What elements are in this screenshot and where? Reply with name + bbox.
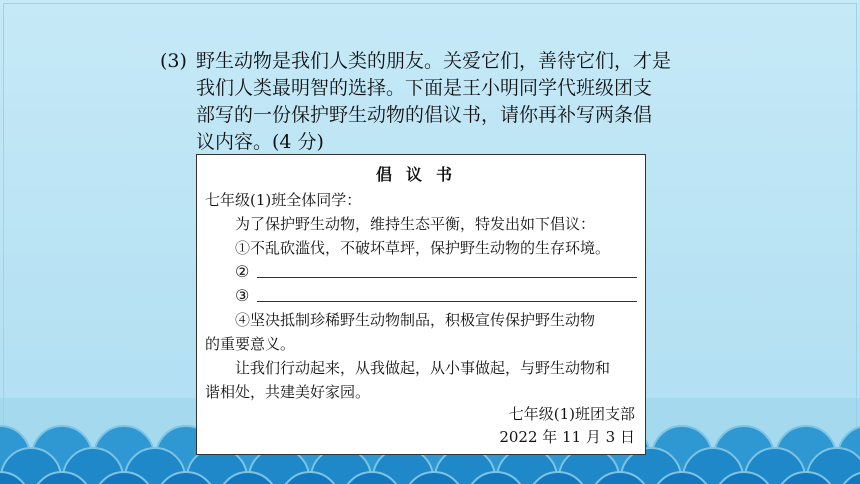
question-number: (3) (160, 50, 187, 72)
proposal-intro: 为了保护野生动物，维持生态平衡，特发出如下倡议： (235, 215, 596, 233)
proposal-letter-box (196, 154, 646, 455)
proposal-item-4-line-2: 的重要意义。 (205, 335, 296, 353)
question-line-1: (3) 野生动物是我们人类的朋友。关爱它们，善待它们，才是 (160, 48, 660, 75)
item-2-answer-blank[interactable] (257, 277, 637, 278)
question-line-3: 部写的一份保护野生动物的倡议书，请你再补写两条倡 (196, 104, 653, 126)
item-3-answer-blank[interactable] (257, 301, 637, 302)
proposal-date: 2022 年 11 月 3 日 (499, 428, 635, 446)
question-line-4: 议内容。(4 分) (196, 131, 324, 153)
proposal-closing-line-1: 让我们行动起来，从我做起，从小事做起，与野生动物和 (235, 359, 611, 377)
proposal-signature: 七年级(1)班团支部 (508, 405, 635, 423)
proposal-item-3-marker: ③ (235, 286, 250, 305)
question-line-2: 我们人类最明智的选择。下面是王小明同学代班级团支 (196, 77, 653, 99)
proposal-item-2-marker: ② (235, 262, 250, 281)
question-block (160, 48, 672, 156)
proposal-greeting: 七年级(1)班全体同学： (205, 191, 362, 209)
proposal-closing-line-2: 谐相处，共建美好家园。 (205, 383, 371, 401)
proposal-item-1: ①不乱砍滥伐，不破坏草坪，保护野生动物的生存环境。 (235, 239, 611, 257)
proposal-title: 倡议书 (375, 165, 466, 184)
proposal-item-4-line-1: ④坚决抵制珍稀野生动物制品，积极宣传保护野生动物 (235, 311, 596, 329)
